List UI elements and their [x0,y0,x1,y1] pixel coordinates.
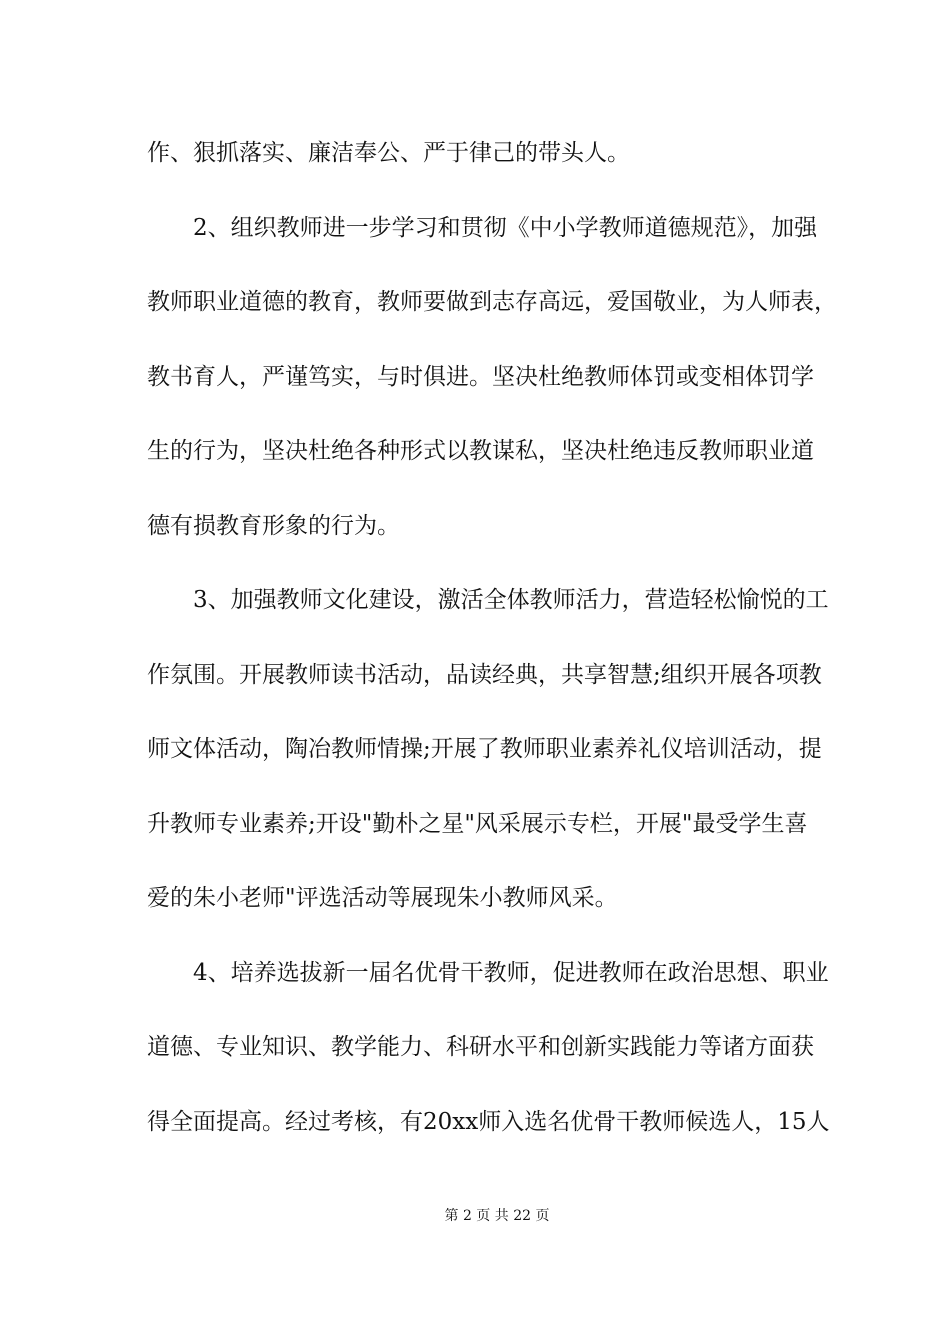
text-line: 3、加强教师文化建设，激活全体教师活力，营造轻松愉悦的工 [147,587,829,613]
text-line: 德有损教育形象的行为。 [147,513,400,539]
text-line: 4、培养选拔新一届名优骨干教师，促进教师在政治思想、职业 [147,960,829,986]
text-line: 作、狠抓落实、廉洁奉公、严于律己的带头人。 [147,140,630,166]
text-line: 升教师专业素养;开设"勤朴之星"风采展示专栏，开展"最受学生喜 [147,811,808,837]
text-line: 师文体活动，陶冶教师情操;开展了教师职业素养礼仪培训活动，提 [147,736,822,762]
text-line: 教师职业道德的教育，教师要做到志存高远，爱国敬业，为人师表， [147,289,837,315]
text-line: 2、组织教师进一步学习和贯彻《中小学教师道德规范》，加强 [147,215,818,241]
text-line: 得全面提高。经过考核，有20xx师入选名优骨干教师候选人，15人 [147,1109,830,1135]
page-number: 第 2 页 共 22 页 [444,1208,550,1224]
text-line: 生的行为，坚决杜绝各种形式以教谋私，坚决杜绝违反教师职业道 [147,438,814,464]
text-line: 教书育人，严谨笃实，与时俱进。坚决杜绝教师体罚或变相体罚学 [147,364,814,390]
text-line: 爱的朱小老师"评选活动等展现朱小教师风采。 [147,885,618,911]
text-line: 作氛围。开展教师读书活动，品读经典，共享智慧;组织开展各项教 [147,662,822,688]
text-line: 道德、专业知识、教学能力、科研水平和创新实践能力等诸方面获 [147,1034,814,1060]
